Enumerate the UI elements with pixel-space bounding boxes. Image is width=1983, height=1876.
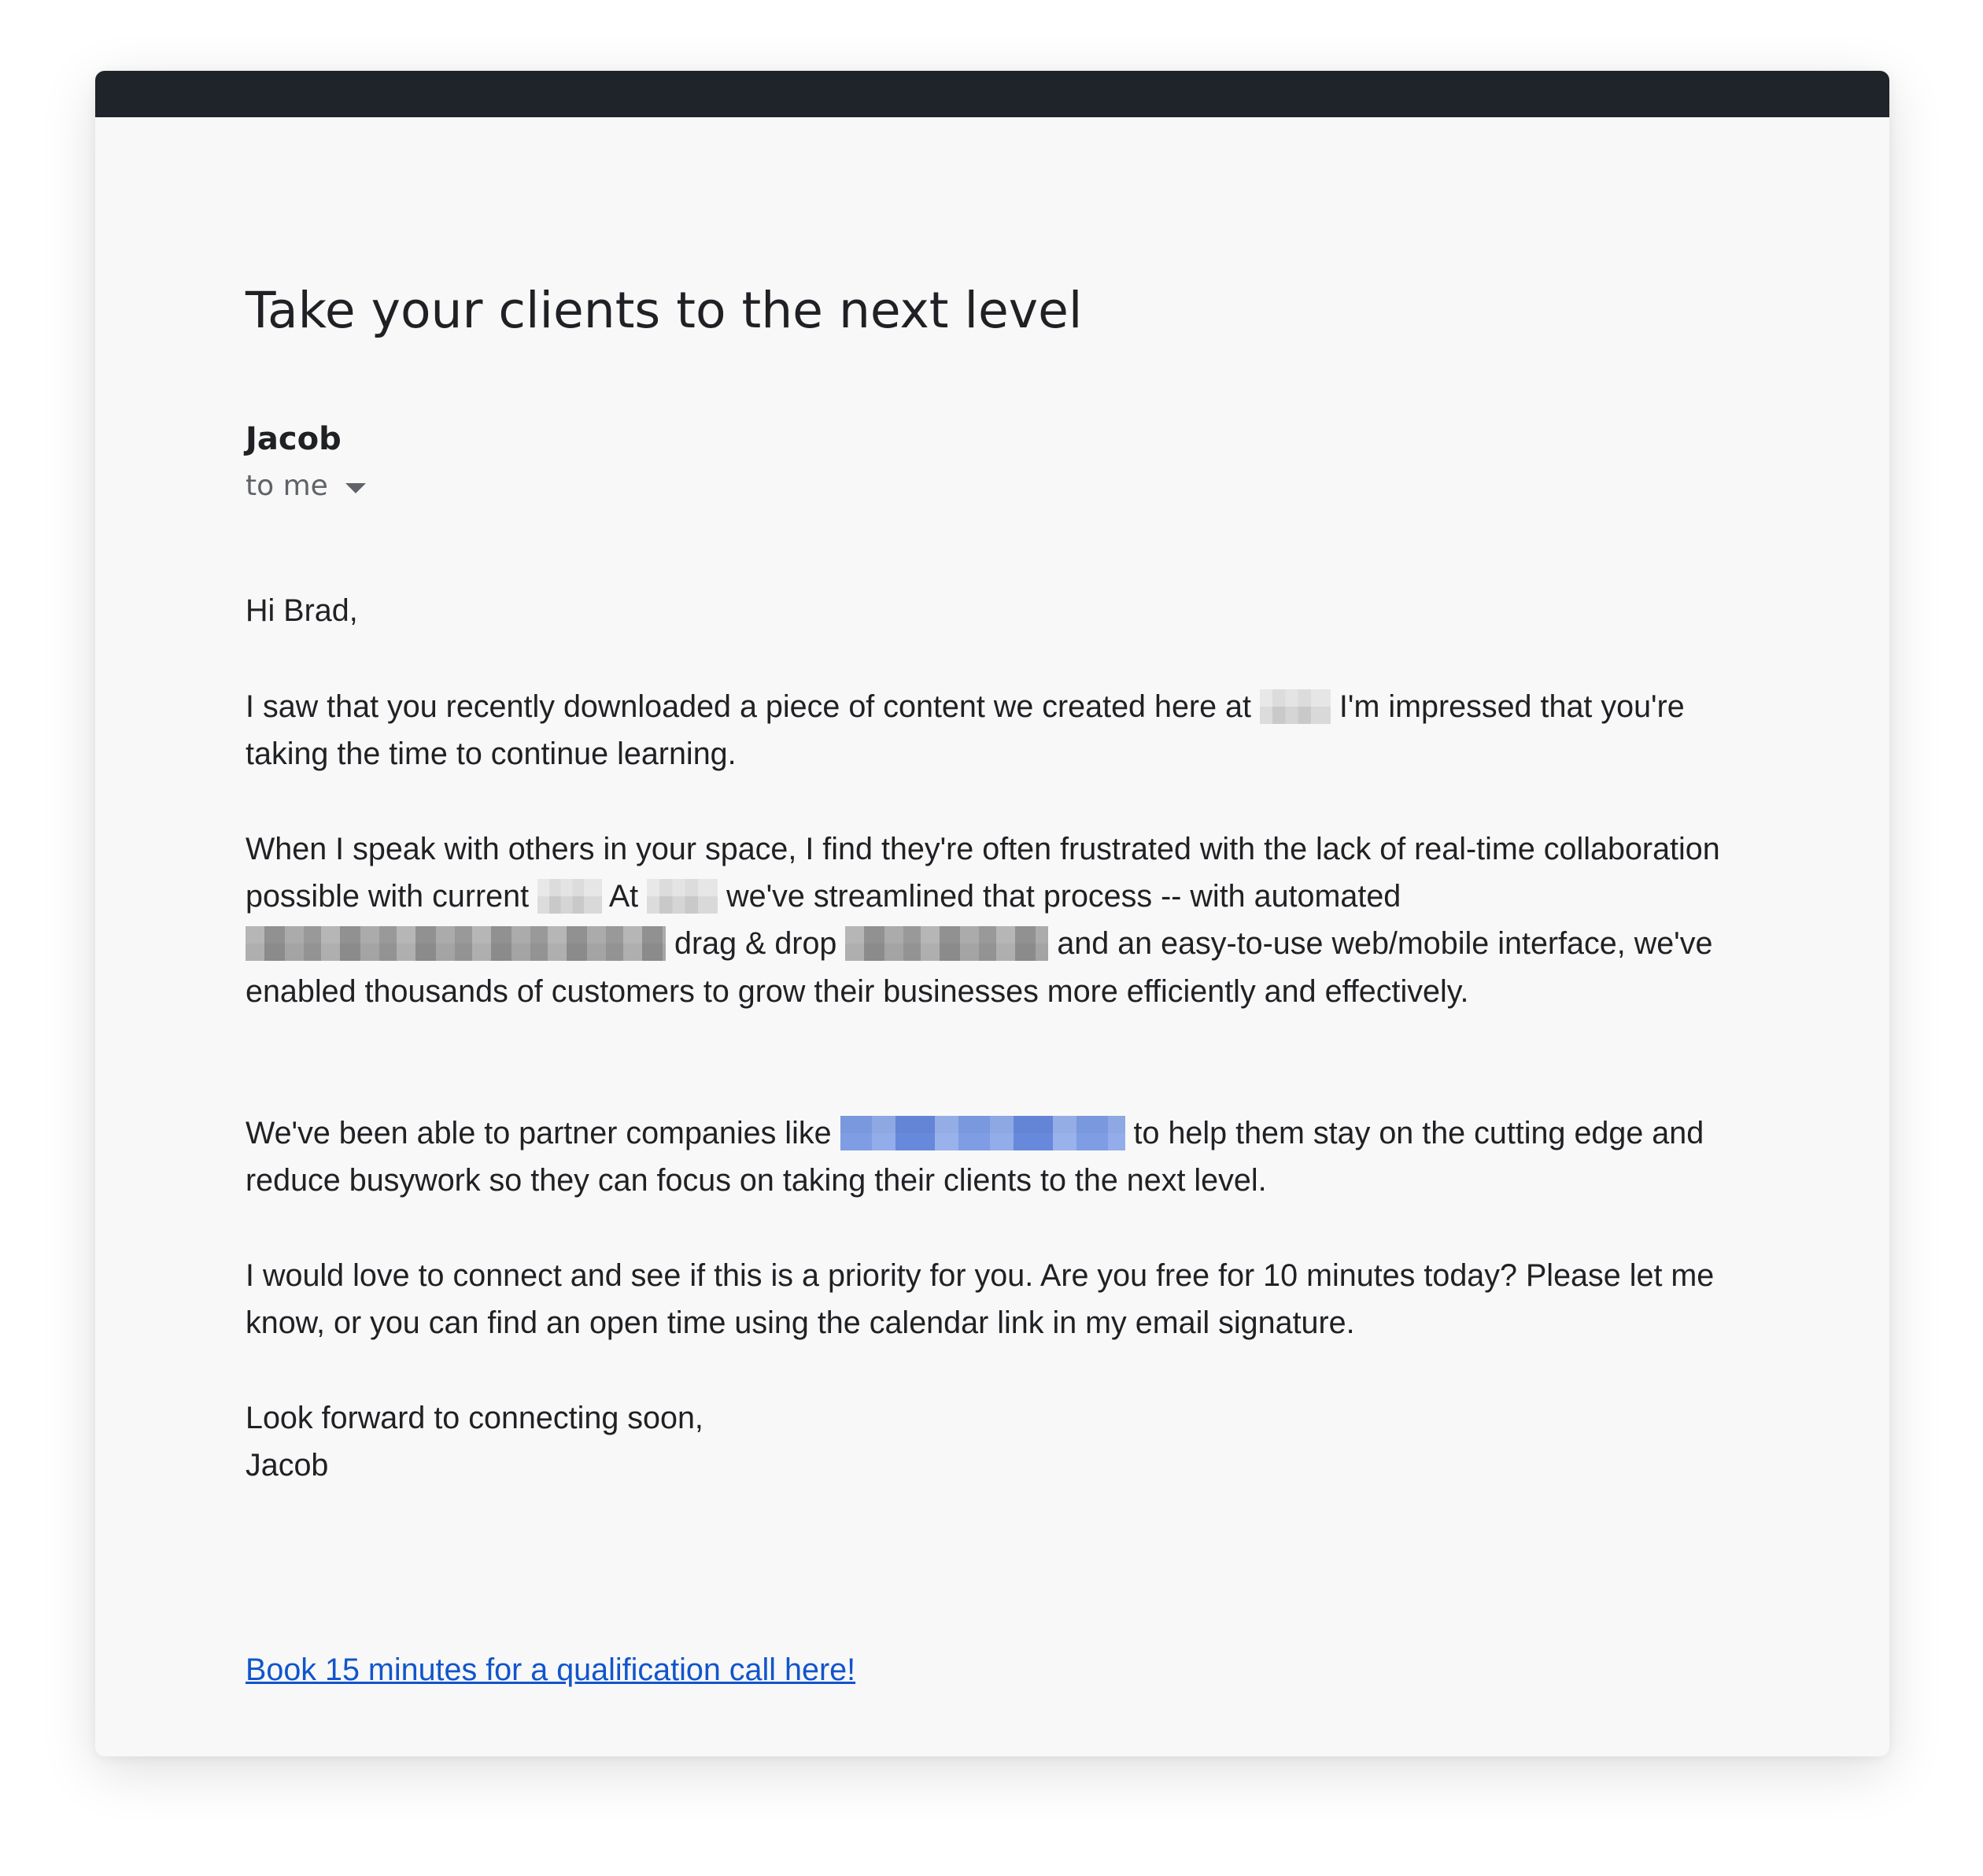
paragraph-3-text-a: We've been able to partner companies like [246,1116,840,1150]
paragraph-2-text-b: At [602,879,648,914]
redacted-feature-list [246,926,666,961]
body-paragraph-2 [246,825,1756,1015]
sender-name: Jacob [246,421,342,457]
window-titlebar [95,71,1889,117]
redacted-company-name [1260,689,1331,724]
email-subject: Take your clients to the next level [246,282,1083,339]
greeting: Hi Brad, [246,593,358,628]
body-paragraph-3 [246,1110,1756,1204]
caret-down-icon[interactable] [345,483,366,493]
paragraph-1-text-b: I'm impressed that you're taking the time to continue learning. [246,689,1685,772]
redacted-feature [845,926,1048,961]
paragraph-2-text-a: When I speak with others in your space, I find they're often frustrated with the lack of real-time collaboration possible with current [246,832,1720,914]
paragraph-3-text-b: to help them stay on the cutting edge and reduce busywork so they can focus on taking their clients to the next level. [246,1116,1704,1198]
sign-off-text: Look forward to connecting soon, [246,1401,703,1435]
email-window [95,71,1889,1756]
paragraph-1-text-a: I saw that you recently downloaded a piece of content we created here at [246,689,1260,724]
redacted-product-category [537,879,602,914]
paragraph-2-text-d: drag & drop [666,926,846,962]
signature-name: Jacob [246,1448,329,1483]
recipients-label: to me [246,470,328,502]
body-paragraph-4: I would love to connect and see if this is a priority for you. Are you free for 10 minutes today? Please let me know, or you can find an open time using the calendar link in my email signature. [246,1258,1715,1341]
redacted-company-name [647,879,718,914]
recipients-dropdown[interactable] [246,464,366,508]
calendar-booking-link[interactable]: Book 15 minutes for a qualification call here! [246,1653,856,1687]
paragraph-2-text-c: we've streamlined that process -- with automated [718,879,1401,914]
sign-off [246,1394,1756,1489]
redacted-partner-links[interactable] [840,1116,1125,1150]
body-paragraph-1 [246,683,1756,777]
paragraph-2-text-e: and an easy-to-use web/mobile interface, we've enabled thousands of customers to grow their businesses more efficiently and effectively. [246,926,1713,1009]
